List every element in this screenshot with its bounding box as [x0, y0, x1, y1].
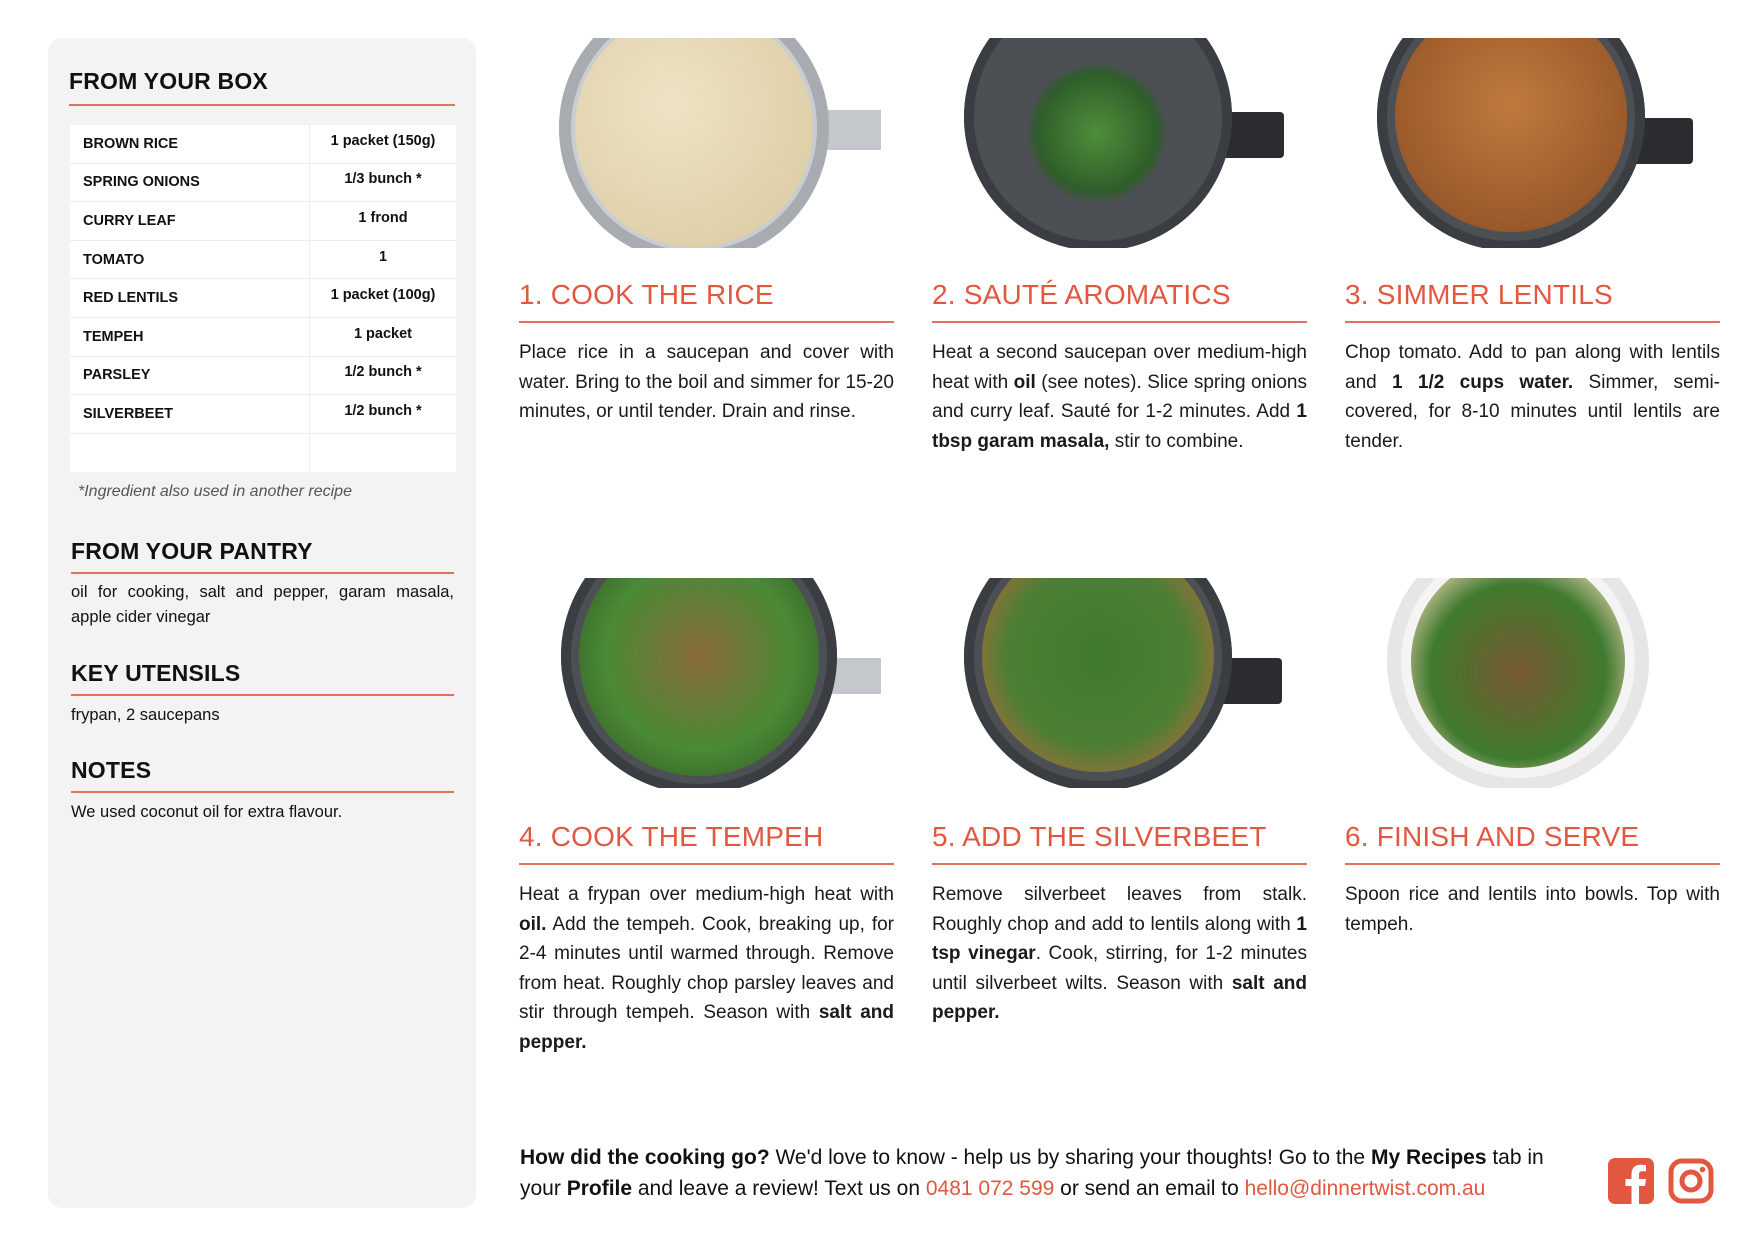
- ingredient-name: SILVERBEET: [70, 395, 310, 433]
- step-text-segment: . Cook, stirring, for 1-2 minutes until silverbeet wilts. Season with: [932, 943, 1307, 994]
- step-text-segment: salt and pepper.: [519, 1002, 894, 1053]
- step-6-body: [1345, 880, 1720, 939]
- ingredient-name: SPRING ONIONS: [70, 164, 310, 202]
- feedback-text-segment: and leave a review! Text us on: [632, 1177, 926, 1200]
- ingredient-qty: 1/2 bunch *: [344, 364, 422, 381]
- from-your-pantry-title: FROM YOUR PANTRY: [71, 538, 313, 564]
- step-2-photo: [932, 38, 1294, 248]
- utensils-text: frypan, 2 saucepans: [71, 706, 220, 724]
- step-2-rule: [932, 321, 1307, 323]
- feedback-text-segment: or send an email to: [1054, 1177, 1245, 1200]
- ingredient-footnote: *Ingredient also used in another recipe: [78, 483, 352, 500]
- step-1-photo: [519, 38, 881, 248]
- spring-onions: [1027, 63, 1167, 203]
- step-text-segment: (see notes). Slice spring onions and curry leaf. Sauté for 1-2 minutes. Add: [932, 371, 1307, 422]
- step-2-title: 2. SAUTÉ AROMATICS: [932, 279, 1231, 310]
- step-text-segment: stir to combine.: [1109, 430, 1244, 452]
- step-text-segment: 1 tbsp garam masala,: [932, 401, 1307, 452]
- facebook-icon[interactable]: [1608, 1158, 1654, 1204]
- step-text-segment: Place rice in a saucepan and cover with water. Bring to the boil and simmer for 15-20 minutes, or until tender. Drain and rinse.: [519, 342, 894, 422]
- step-4-title: 4. COOK THE TEMPEH: [519, 821, 824, 852]
- notes-title-rule: [71, 791, 454, 793]
- ingredient-qty: 1 packet: [353, 325, 413, 342]
- utensils-title-rule: [71, 694, 454, 696]
- feedback-text-segment[interactable]: 0481 072 599: [925, 1177, 1055, 1200]
- key-utensils-title: KEY UTENSILS: [71, 660, 241, 686]
- ingredient-qty: 1 frond: [358, 209, 408, 226]
- feedback-text-segment: tab in your: [520, 1146, 1544, 1200]
- box-title-rule: [69, 104, 455, 106]
- step-text-segment: Heat a second saucepan over medium-high heat with: [932, 342, 1307, 393]
- ingredient-name: TEMPEH: [70, 318, 310, 356]
- pantry-title-rule: [71, 572, 454, 574]
- step-text-segment: Spoon rice and lentils into bowls. Top with tempeh.: [1345, 884, 1720, 935]
- ingredient-name: CURRY LEAF: [70, 202, 310, 240]
- feedback-text-segment: We'd love to know - help us by sharing your thoughts! Go to the: [769, 1146, 1371, 1169]
- feedback-text-segment: My Recipes: [1370, 1146, 1487, 1169]
- ingredient-row: [70, 164, 456, 203]
- feedback-text-segment: Profile: [566, 1177, 633, 1200]
- step-text-segment: Chop tomato. Add to pan along with lentils and: [1345, 342, 1720, 393]
- ingredient-name: BROWN RICE: [70, 125, 310, 163]
- ingredient-qty: 1 packet (150g): [330, 132, 436, 149]
- ingredient-row-empty: [70, 434, 456, 472]
- step-text-segment: oil.: [519, 913, 547, 935]
- ingredient-row: [70, 241, 456, 280]
- ingredient-name: RED LENTILS: [70, 279, 310, 317]
- ingredient-qty: 1: [378, 248, 388, 265]
- step-3-photo: [1345, 38, 1707, 248]
- step-1-title: 1. COOK THE RICE: [519, 279, 774, 310]
- ingredient-row: [70, 395, 456, 434]
- ingredient-row: [70, 125, 456, 164]
- step-text-segment: salt and pepper.: [932, 972, 1307, 1023]
- step-6-title: 6. FINISH AND SERVE: [1345, 821, 1640, 852]
- ingredient-qty: 1 packet (100g): [330, 287, 436, 304]
- step-text-segment: Simmer, semi-covered, for 8-10 minutes until lentils are tender.: [1345, 371, 1720, 452]
- ingredient-qty-empty: [310, 450, 456, 456]
- step-2-body: [932, 338, 1307, 456]
- ingredient-row: [70, 318, 456, 357]
- step-text-segment: oil: [1013, 371, 1036, 393]
- ingredient-row: [70, 279, 456, 318]
- ingredient-name-empty: [70, 434, 310, 472]
- step-6-rule: [1345, 863, 1720, 865]
- step-4-body: [519, 880, 894, 1057]
- step-text-segment: 1 1/2 cups water.: [1392, 371, 1574, 393]
- ingredient-row: [70, 202, 456, 241]
- feedback-message: [520, 1142, 1580, 1204]
- feedback-text-segment: How did the cooking go?: [520, 1146, 770, 1169]
- step-text-segment: Heat a frypan over medium-high heat with: [519, 884, 894, 905]
- ingredients-table: [70, 125, 456, 472]
- step-4-rule: [519, 863, 894, 865]
- step-5-title: 5. ADD THE SILVERBEET: [932, 821, 1267, 852]
- notes-text: We used coconut oil for extra flavour.: [71, 803, 343, 821]
- instagram-icon[interactable]: [1668, 1158, 1714, 1204]
- step-1-body: [519, 338, 894, 427]
- ingredient-name: TOMATO: [70, 241, 310, 279]
- step-3-title: 3. SIMMER LENTILS: [1345, 279, 1613, 310]
- step-text-segment: 1 tsp vinegar: [932, 913, 1307, 964]
- step-3-body: [1345, 338, 1720, 456]
- ingredient-qty: 1/3 bunch *: [344, 171, 422, 188]
- pantry-text: oil for cooking, salt and pepper, garam masala, apple cider vinegar: [71, 583, 454, 626]
- step-3-rule: [1345, 321, 1720, 323]
- ingredient-qty: 1/2 bunch *: [344, 402, 422, 419]
- notes-title: NOTES: [71, 757, 152, 783]
- step-4-photo: [519, 578, 881, 788]
- ingredient-name: PARSLEY: [70, 357, 310, 395]
- step-5-body: [932, 880, 1307, 1028]
- step-1-rule: [519, 321, 894, 323]
- step-text-segment: Add the tempeh. Cook, breaking up, for 2-4 minutes until warmed through. Remove from heat. Roughly chop parsley leaves and stir through tempeh. Season with: [519, 913, 894, 1023]
- step-text-segment: Remove silverbeet leaves from stalk. Roughly chop and add to lentils along with: [932, 884, 1307, 935]
- from-your-box-title: FROM YOUR BOX: [69, 68, 268, 94]
- step-5-photo: [932, 578, 1294, 788]
- feedback-text-segment[interactable]: hello@dinnertwist.com.au: [1244, 1177, 1486, 1200]
- ingredient-row: [70, 357, 456, 396]
- step-5-rule: [932, 863, 1307, 865]
- step-6-photo: [1345, 578, 1707, 788]
